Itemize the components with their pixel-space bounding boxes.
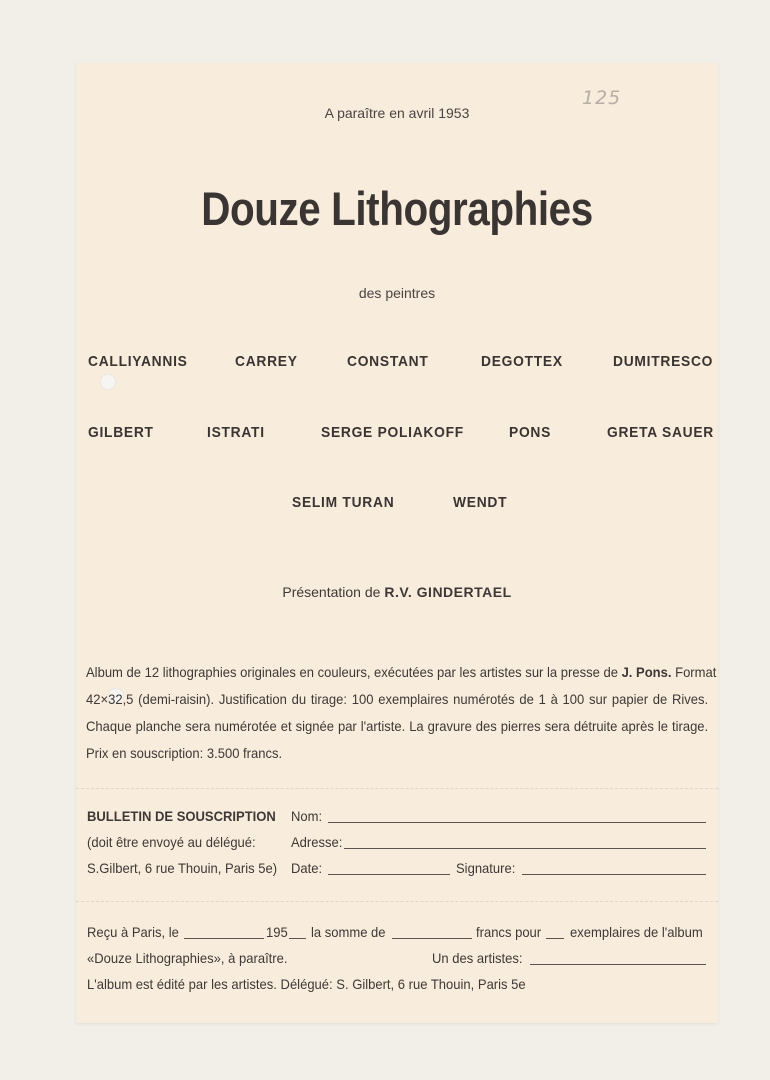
receipt-place-label: Reçu à Paris, le — [87, 924, 179, 940]
adresse-label: Adresse: — [291, 834, 343, 850]
receipt-publisher-note: L'album est édité par les artistes. Délégué: S. Gilbert, 6 rue Thouin, Paris 5e — [87, 976, 526, 992]
signature-label: Signature: — [456, 860, 516, 876]
receipt-sum-label: la somme de — [311, 924, 386, 940]
artist-name: GILBERT — [88, 424, 154, 441]
receipt-artist-field[interactable] — [530, 964, 706, 965]
page-title: Douze Lithographies — [201, 182, 593, 235]
artist-name: PONS — [509, 424, 552, 441]
bulletin-note: S.Gilbert, 6 rue Thouin, Paris 5e) — [87, 860, 278, 876]
punch-hole-top — [100, 374, 116, 390]
presenter-name: R.V. GINDERTAEL — [384, 584, 512, 600]
date-field[interactable] — [328, 874, 450, 875]
artist-name: CONSTANT — [347, 353, 429, 370]
receipt-year-label: 195 — [266, 924, 288, 940]
bulletin-heading: BULLETIN DE SOUSCRIPTION — [87, 808, 276, 824]
subscription-sheet — [76, 63, 718, 1023]
receipt-sum-field[interactable] — [392, 938, 472, 939]
nom-field[interactable] — [328, 822, 706, 823]
receipt-album-title: «Douze Lithographies», à paraître. — [87, 950, 288, 966]
artist-name: CARREY — [235, 353, 298, 370]
presentation-credit — [76, 584, 718, 600]
description-line: 42×32,5 (demi-raisin). Justification du tirage: 100 exemplaires numérotés de 1 à 100 sur papier de Rives. — [86, 691, 709, 707]
presentation-prefix: Présentation de — [282, 584, 381, 600]
perforation-line — [76, 901, 718, 902]
description-line: Prix en souscription: 3.500 francs. — [86, 745, 283, 761]
description-line: Album de 12 lithographies originales en couleurs, exécutées par les artistes sur la presse de J. Pons. Format — [86, 664, 717, 680]
artist-name: SELIM TURAN — [292, 494, 395, 511]
artist-name: WENDT — [453, 494, 508, 511]
artist-name: DUMITRESCO — [613, 353, 714, 370]
artist-name: ISTRATI — [207, 424, 265, 441]
perforation-line — [76, 788, 718, 789]
receipt-album-label: exemplaires de l'album — [570, 924, 703, 940]
receipt-artist-label: Un des artistes: — [432, 950, 523, 966]
receipt-copies-field[interactable] — [546, 938, 564, 939]
artist-name: SERGE POLIAKOFF — [321, 424, 464, 441]
handwritten-note: 125 — [582, 87, 622, 109]
nom-label: Nom: — [291, 808, 323, 824]
artist-name: GRETA SAUER — [607, 424, 715, 441]
signature-field[interactable] — [522, 874, 706, 875]
artist-name: CALLIYANNIS — [88, 353, 188, 370]
receipt-francs-label: francs pour — [476, 924, 542, 940]
publication-date: A paraître en avril 1953 — [324, 105, 470, 121]
adresse-field[interactable] — [344, 848, 706, 849]
painters-intro: des peintres — [358, 285, 436, 301]
receipt-year-field[interactable] — [289, 938, 306, 939]
artist-name: DEGOTTEX — [481, 353, 563, 370]
album-description — [86, 659, 717, 767]
receipt-day-field[interactable] — [184, 938, 264, 939]
description-line: Chaque planche sera numérotée et signée par l'artiste. La gravure des pierres sera détruite après le tirage. — [86, 718, 709, 734]
bulletin-note: (doit être envoyé au délégué: — [87, 834, 256, 850]
date-label: Date: — [291, 860, 323, 876]
